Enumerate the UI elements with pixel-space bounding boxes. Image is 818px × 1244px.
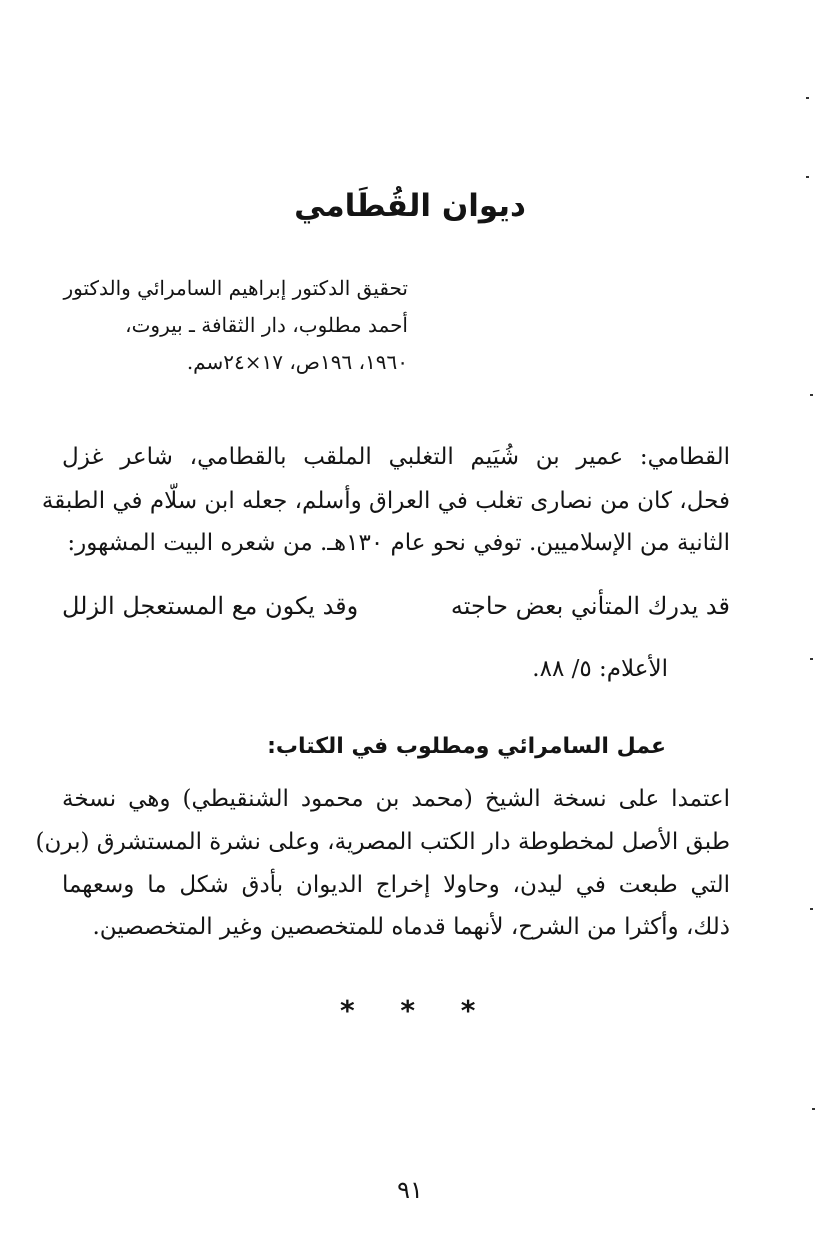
biography-line: الثانية من الإسلاميين. توفي نحو عام ١٣٠هـ. من شعره البيت المشهور: — [67, 530, 730, 556]
verse-second-hemistich: وقد يكون مع المستعجل الزلل — [62, 592, 359, 620]
book-title: ديوان القُطَامي — [294, 188, 526, 224]
description-line: اعتمدا على نسخة الشيخ (محمد بن محمود الشنقيطي) وهي نسخة — [62, 786, 730, 812]
bibliography-line: أحمد مطلوب، دار الثقافة ـ بيروت، — [125, 313, 408, 337]
bibliography-line: تحقيق الدكتور إبراهيم السامرائي والدكتور — [63, 276, 408, 300]
scan-mark — [810, 394, 813, 396]
scan-mark — [806, 97, 809, 99]
description-line: طبق الأصل لمخطوطة دار الكتب المصرية، وعلى نشرة المستشرق (برن) — [35, 829, 730, 855]
page-number: ٩١ — [397, 1176, 423, 1204]
description-line: التي طبعت في ليدن، وحاولا إخراج الديوان بأدق شكل ما وسعهما — [62, 872, 730, 898]
biography-line: فحل، كان من نصارى تغلب في العراق وأسلم، جعله ابن سلّام في الطبقة — [41, 488, 730, 514]
bibliography-line: ١٩٦٠، ١٩٦ص، ١٧×٢٤سم. — [186, 350, 408, 374]
scan-mark — [810, 908, 813, 910]
section-heading: عمل السامرائي ومطلوب في الكتاب: — [267, 734, 666, 759]
scan-mark — [810, 658, 813, 660]
verse-first-hemistich: قد يدرك المتأني بعض حاجته — [450, 592, 730, 620]
scan-mark — [812, 1108, 815, 1110]
biography-line: القطامي: عمير بن شُيَيم التغلبي الملقب بالقطامي، شاعر غزل — [62, 444, 730, 470]
section-separator: * * * — [340, 994, 494, 1027]
reference-citation: الأعلام: ٥/ ٨٨. — [532, 656, 668, 682]
description-line: ذلك، وأكثرا من الشرح، لأنهما قدماه للمتخصصين وغير المتخصصين. — [92, 914, 730, 940]
scan-mark — [806, 176, 809, 178]
